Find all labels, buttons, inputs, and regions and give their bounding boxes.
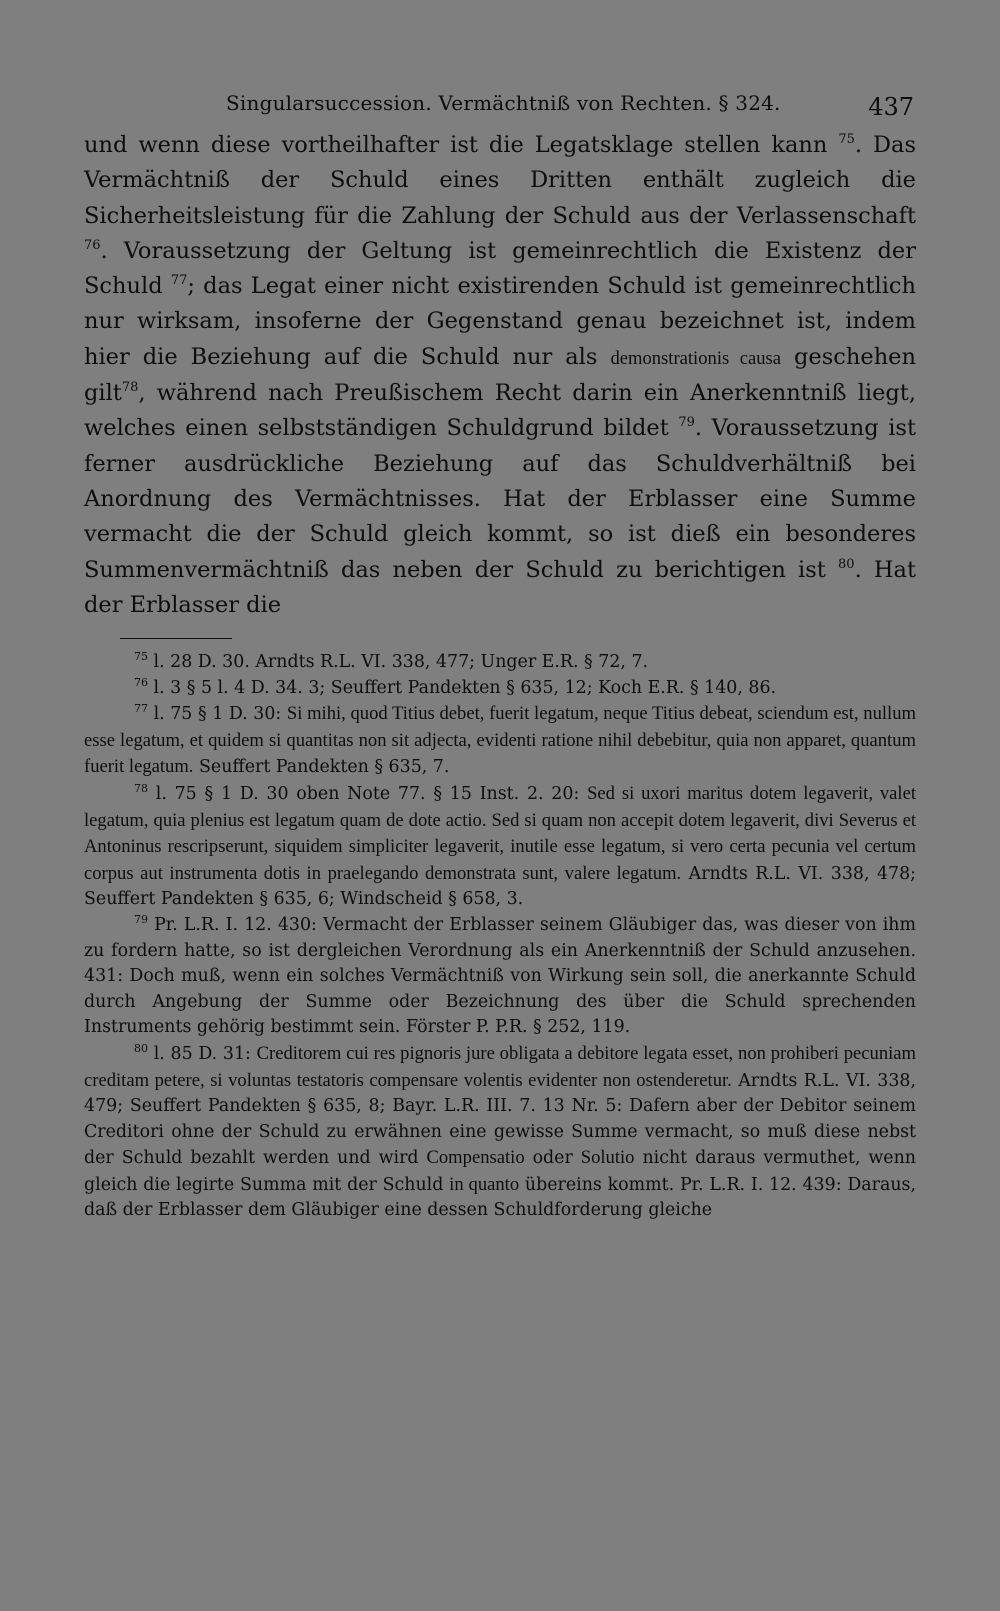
page-header bbox=[84, 86, 914, 120]
footnote-ref: 77 bbox=[170, 273, 188, 289]
footnote-text: nicht daraus vermuthet, wenn gleich die legirte Summa mit der Schuld bbox=[84, 1148, 917, 1195]
text-run: . Voraussetzung ist ferner ausdrückliche Beziehung auf das Schuldverhältniß bei Anordnung des Vermächtnisses. Hat der Erblasser eine Summe vermacht die der Schuld gleich kommt, so ist dieß ein besonderes Summenvermächtniß das neben der Schuld zu berichtigen ist bbox=[84, 415, 916, 583]
text-run: geschehen gilt bbox=[84, 343, 916, 407]
footnote bbox=[84, 781, 916, 913]
footnote-text: l. 85 D. 31: bbox=[153, 1043, 257, 1064]
latin-quote: Sed si uxori maritus dotem legaverit, valet legatum, quia plenius est legatum quam de dote actio. Sed si quam non accepit dotem legaverit, divi Severus et Antoninus rescripserunt, siquidem simpliciter legaverit, inutile esse legatum, si vero certa pecunia vel certum corpus aut instrumenta dotis in praelegando demonstrata sunt, valere legatum. bbox=[84, 782, 916, 884]
footnote-ref: 75 bbox=[838, 132, 855, 147]
text-run: . Voraussetzung der Geltung ist gemeinrechtlich die Existenz der Schuld bbox=[84, 237, 916, 300]
footnote-text: Arndts R.L. VI. 338, 479; Seuffert Pandekten § 635, 8; Bayr. L.R. III. 7. 13 Nr. 5: Dafern aber der Debitor seinem Creditori ohne der Schuld zu erwähnen eine gewisse Summe vermacht, so muß diese nebst der Schuld bezahlt werden und wird bbox=[84, 1070, 917, 1169]
footnotes bbox=[84, 650, 916, 1224]
footnote-mark: 76 bbox=[134, 675, 148, 689]
footnote-text: übereins kommt. Pr. L.R. I. 12. 439: Daraus, daß der Erblasser dem Gläubiger eine dessen Schuldforderung gleiche bbox=[84, 1174, 916, 1221]
footnote-text: l. 28 D. 30. Arndts R.L. VI. 338, 477; Unger E.R. § 72, 7. bbox=[153, 652, 649, 672]
footnote-ref: 79 bbox=[678, 415, 695, 431]
footnote-text: oder bbox=[524, 1148, 581, 1169]
footnote-mark: 78 bbox=[134, 781, 148, 795]
footnote bbox=[84, 650, 916, 676]
page-number: 437 bbox=[868, 93, 914, 121]
footnote bbox=[84, 701, 916, 781]
text-run: und wenn diese vortheilhafter ist die Legatsklage stellen kann bbox=[84, 132, 839, 158]
running-title: Singularsuccession. Vermächtniß von Rechten. § 324. bbox=[226, 91, 781, 115]
footnote-text: l. 75 § 1 D. 30 oben Note 77. § 15 Inst. 2. 20: bbox=[155, 783, 588, 804]
latin-quote: Compensatio bbox=[426, 1147, 525, 1169]
footnote-mark: 80 bbox=[134, 1041, 148, 1055]
latin-quote: Solutio bbox=[580, 1147, 635, 1169]
footnote-text: Pr. L.R. I. 12. 430: Vermacht der Erblasser seinem Gläubiger das, was dieser von ihm zu fordern hatte, so ist dergleichen Verordnung als ein Anerkenntniß der Schuld anzusehen. 431: Doch muß, wenn ein solches Vermächtniß von Wirkung sein soll, die anerkannte Schuld durch Angebung der Summe oder Bezeichnung des über die Schuld sprechenden Instruments gehörig bestimmt sein. Förster P. P.R. § 252, 119. bbox=[84, 914, 916, 1038]
footnote-mark: 75 bbox=[134, 650, 148, 663]
footnote bbox=[84, 913, 916, 1041]
footnote-divider bbox=[120, 638, 232, 639]
footnote-mark: 77 bbox=[134, 702, 148, 716]
footnote-text: Seuffert Pandekten § 635, 7. bbox=[193, 757, 450, 778]
footnote-text: l. 75 § 1 D. 30: bbox=[153, 704, 287, 725]
latin-quote: Si mihi, quod Titius debet, fuerit legatum, neque Titius debeat, sciendum est, nullum esse legatum, et quidem si quantitas non sit adjecta, evidenti ratione nihil debebitur, quia non apparet, quantum fuerit legatum. bbox=[84, 703, 916, 778]
footnote bbox=[84, 676, 916, 702]
footnote bbox=[84, 1041, 916, 1224]
footnote-ref: 76 bbox=[84, 237, 101, 253]
footnote-text: l. 3 § 5 l. 4 D. 34. 3; Seuffert Pandekten § 635, 12; Koch E.R. § 140, 86. bbox=[153, 677, 777, 698]
main-paragraph bbox=[84, 128, 916, 623]
text-run: . Hat der Erblasser die bbox=[84, 556, 916, 618]
text-run: ; das Legat einer nicht existirenden Schuld ist gemeinrechtlich nur wirksam, insoferne der Gegenstand genau bezeichnet ist, indem hier die Beziehung auf die Schuld nur als bbox=[84, 273, 916, 370]
footnote-ref: 80 bbox=[838, 556, 855, 572]
footnote-mark: 79 bbox=[134, 912, 148, 926]
main-text bbox=[84, 128, 916, 623]
latin-quote: Creditorem cui res pignoris jure obligata a debitore legata esset, non prohiberi pecuniam creditam petere, si voluntas testatoris compensare volentis evidenter non ostenderetur. bbox=[84, 1042, 917, 1091]
latin-phrase: demonstrationis causa bbox=[610, 347, 782, 369]
text-run: . Das Vermächtniß der Schuld eines Dritten enthält zugleich die Sicherheitsleistung für die Zahlung der Schuld aus der Verlassenschaft bbox=[84, 132, 916, 229]
footnote-text: Arndts R.L. VI. 338, 478; Seuffert Pandekten § 635, 6; Windscheid § 658, 3. bbox=[84, 863, 917, 910]
footnote-ref: 78 bbox=[121, 380, 139, 396]
latin-quote: in quanto bbox=[449, 1173, 520, 1195]
text-run: , während nach Preußischem Recht darin ein Anerkenntniß liegt, welches einen selbstständigen Schuldgrund bildet bbox=[84, 380, 916, 442]
